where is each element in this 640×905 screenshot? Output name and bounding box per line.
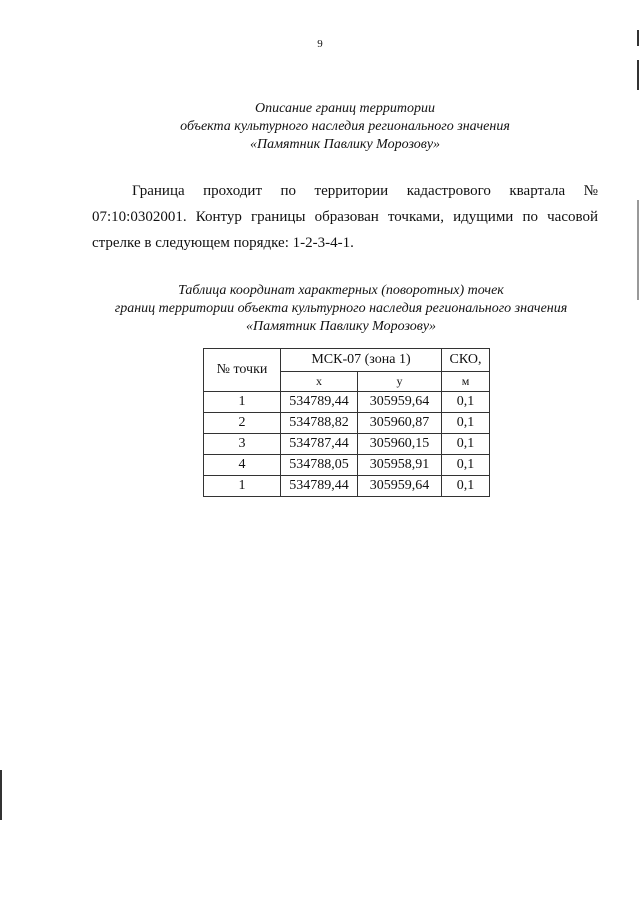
cell-x: 534787,44: [281, 434, 358, 455]
heading-line: объекта культурного наследия регионального значения: [180, 119, 510, 134]
scan-edge-mark: [0, 770, 2, 820]
table-heading-line: границ территории объекта культурного наследия регионального значения: [114, 301, 568, 316]
header-point: № точки: [204, 349, 281, 392]
scan-edge-mark: [637, 200, 639, 300]
paragraph-line: 07:10:0302001. Контур границы образован точками, идущими по часовой: [92, 209, 598, 225]
cell-x: 534788,82: [281, 413, 358, 434]
page-number: 9: [317, 38, 323, 50]
cell-y: 305960,15: [358, 434, 442, 455]
cell-point: 2: [204, 413, 281, 434]
cell-error: 0,1: [442, 392, 490, 413]
cell-y: 305960,87: [358, 413, 442, 434]
cell-x: 534789,44: [281, 392, 358, 413]
cell-y: 305958,91: [358, 455, 442, 476]
header-y: y: [358, 372, 442, 392]
document-heading: [0, 100, 640, 154]
table-heading-line: Таблица координат характерных (поворотных) точек: [178, 283, 504, 298]
cell-x: 534788,05: [281, 455, 358, 476]
table-heading: [0, 282, 640, 336]
paragraph-line: стрелке в следующем порядке: 1-2-3-4-1.: [92, 235, 354, 251]
cell-y: 305959,64: [358, 476, 442, 497]
header-error: СКО,: [442, 349, 490, 372]
header-coordinate-system: МСК-07 (зона 1): [281, 349, 442, 372]
scan-edge-mark: [637, 60, 639, 90]
table-heading-line: «Памятник Павлику Морозову»: [245, 319, 437, 334]
cell-x: 534789,44: [281, 476, 358, 497]
table-row: [204, 413, 490, 434]
cell-point: 1: [204, 476, 281, 497]
table-row: [204, 476, 490, 497]
cell-error: 0,1: [442, 476, 490, 497]
table-row: [204, 392, 490, 413]
table-row: [204, 455, 490, 476]
cell-point: 1: [204, 392, 281, 413]
cell-point: 4: [204, 455, 281, 476]
header-error-unit: м: [442, 372, 490, 392]
header-x: x: [281, 372, 358, 392]
cell-y: 305959,64: [358, 392, 442, 413]
heading-line: «Памятник Павлику Морозову»: [249, 137, 441, 152]
paragraph-line: Граница проходит по территории кадастрового квартала №: [132, 183, 598, 199]
boundary-description: [92, 178, 598, 256]
cell-error: 0,1: [442, 413, 490, 434]
table-row: [204, 434, 490, 455]
heading-line: Описание границ территории: [255, 101, 435, 116]
scan-edge-mark: [637, 30, 639, 46]
cell-point: 3: [204, 434, 281, 455]
cell-error: 0,1: [442, 434, 490, 455]
cell-error: 0,1: [442, 455, 490, 476]
coordinates-table: [203, 348, 490, 497]
